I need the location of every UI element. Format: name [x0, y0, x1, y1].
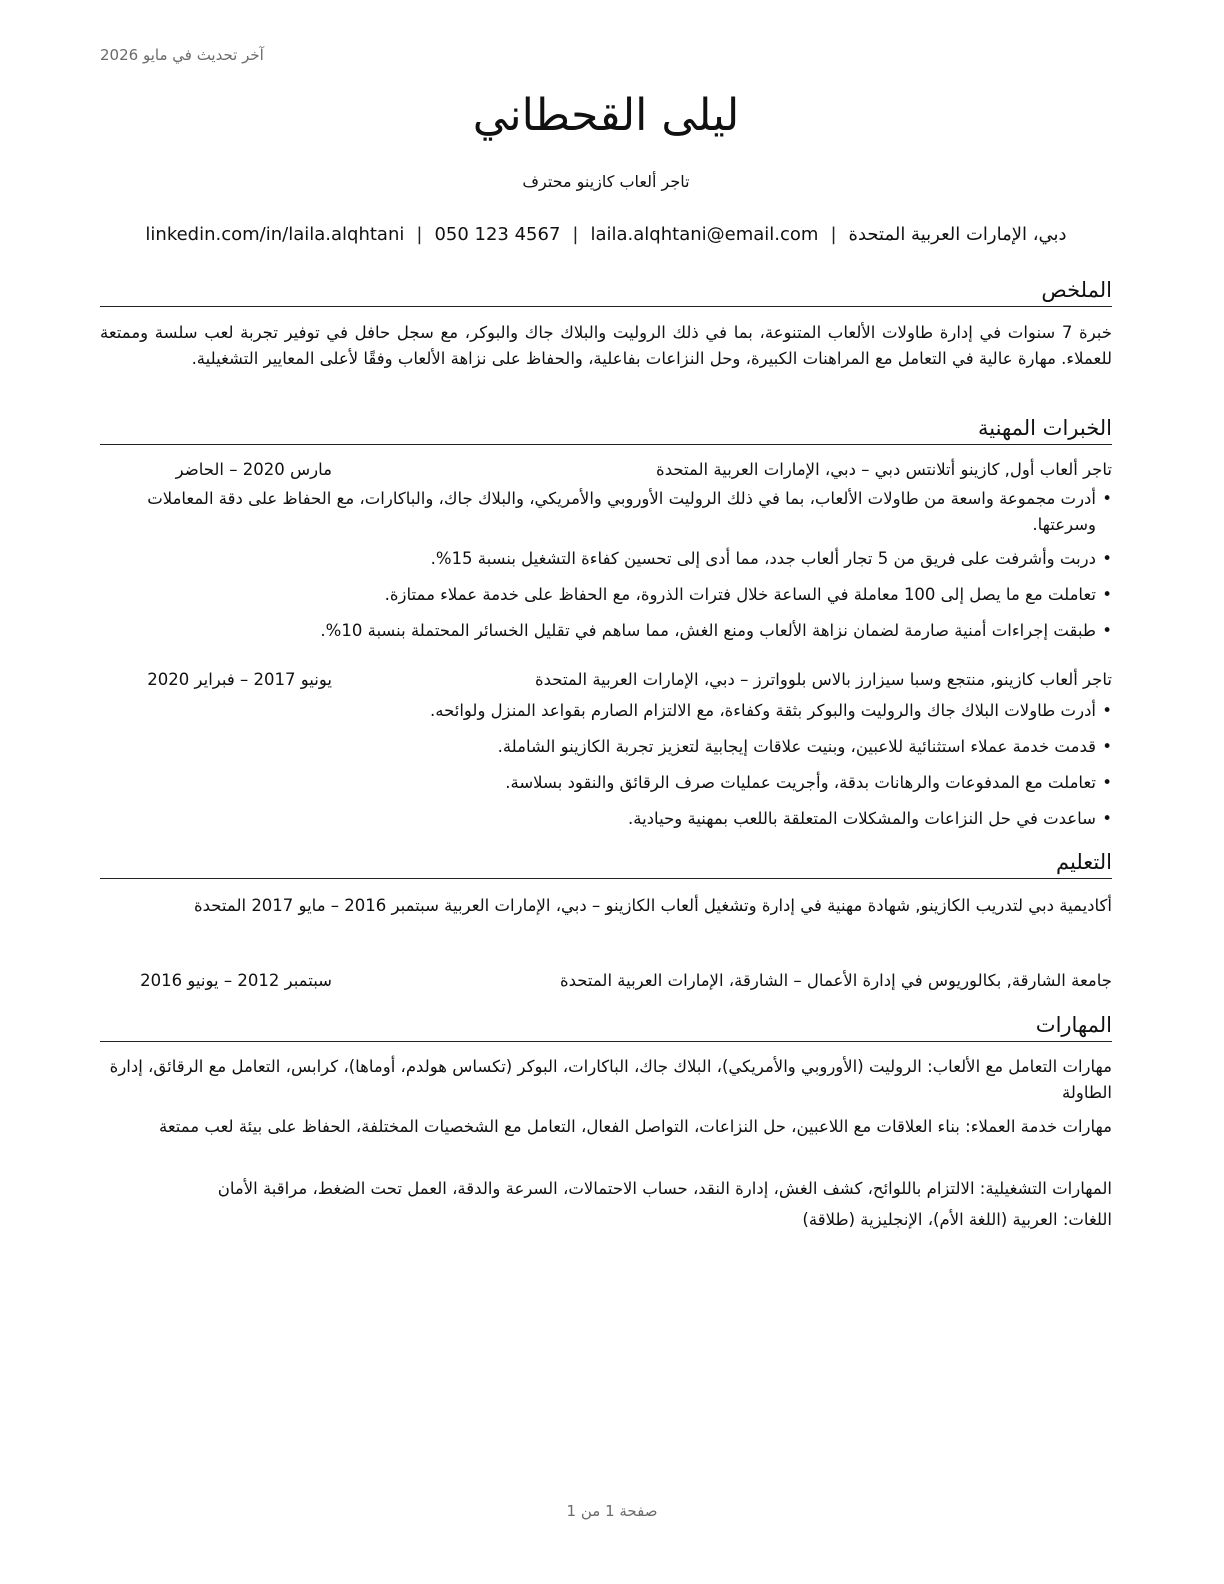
education-item [100, 968, 1112, 994]
education-title: جامعة الشارقة, بكالوريوس في إدارة الأعمال – الشارقة، الإمارات العربية المتحدة [559, 971, 1112, 990]
job-bullet: • تعاملت مع المدفوعات والرهانات بدقة، وأجريت عمليات صرف الرقائق والنقود بسلاسة. [100, 770, 1112, 796]
candidate-name: ليلى القحطاني [472, 90, 740, 141]
job-bullet: • ساعدت في حل النزاعات والمشكلات المتعلقة باللعب بمهنية وحيادية. [100, 806, 1112, 832]
job-bullet: • دربت وأشرفت على فريق من 5 تجار ألعاب جدد، مما أدى إلى تحسين كفاءة التشغيل بنسبة 15%. [100, 546, 1112, 572]
job-header [100, 457, 1112, 483]
education-item: أكاديمية دبي لتدريب الكازينو, شهادة مهنية في إدارة وتشغيل ألعاب الكازينو – دبي، الإمارات العربية سبتمبر 2016 – مايو 2017 المتحدة [193, 896, 1112, 915]
experience-heading: الخبرات المهنية [100, 414, 1112, 445]
contact-linkedin[interactable]: linkedin.com/in/laila.alqhtani [145, 224, 405, 245]
contact-line [100, 224, 1112, 245]
contact-email[interactable]: laila.alqhtani@email.com [590, 224, 819, 245]
summary-text: خبرة 7 سنوات في إدارة طاولات الألعاب المتنوعة، بما في ذلك الروليت والبلاك جاك والبوكر، مع سجل حافل في توفير تجربة لعب سلسة وممتعة للعملاء. مهارة عالية في التعامل مع المراهنات الكبيرة، وحل النزاعات بفاعلية، والحفاظ على نزاهة الألعاب وفقًا لأعلى المعايير التشغيلية. [100, 323, 1112, 368]
skill-item: مهارات التعامل مع الألعاب: الروليت (الأوروبي والأمريكي)، البلاك جاك، الباكارات، البوكر (تكساس هولدم، أوماها)، كرابس، التعامل مع الرقائق، إدارة الطاولة [109, 1057, 1112, 1102]
skills-heading: المهارات [100, 1011, 1112, 1042]
contact-separator: | [830, 224, 837, 245]
page-number: صفحة 1 من 1 [566, 1502, 658, 1520]
job-header [100, 667, 1112, 693]
contact-location: دبي، الإمارات العربية المتحدة [848, 224, 1067, 245]
last-updated: آخر تحديث في مايو 2026 [100, 46, 264, 64]
job-bullet: • أدرت مجموعة واسعة من طاولات الألعاب، بما في ذلك الروليت الأوروبي والأمريكي، والبلاك جاك، والباكارات، مع الحفاظ على دقة المعاملات وسرعتها. [100, 486, 1112, 538]
job-bullet: • طبقت إجراءات أمنية صارمة لضمان نزاهة الألعاب ومنع الغش، مما ساهم في تقليل الخسائر المحتملة بنسبة 10%. [100, 618, 1112, 644]
job-bullets [100, 698, 1112, 832]
job-dates: مارس 2020 – الحاضر [175, 460, 332, 479]
job-bullet: • أدرت طاولات البلاك جاك والروليت والبوكر بثقة وكفاءة، مع الالتزام الصارم بقواعد المنزل ولوائحه. [100, 698, 1112, 724]
skill-item: اللغات: العربية (اللغة الأم)، الإنجليزية (طلاقة) [802, 1210, 1112, 1229]
job-bullet: • قدمت خدمة عملاء استثنائية للاعبين، وبنيت علاقات إيجابية لتعزيز تجربة الكازينو الشاملة. [100, 734, 1112, 760]
candidate-title: تاجر ألعاب كازينو محترف [522, 172, 690, 191]
summary-heading: الملخص [100, 276, 1112, 307]
job-title: تاجر ألعاب كازينو, منتجع وسبا سيزارز بالاس بلوواترز – دبي، الإمارات العربية المتحدة [534, 670, 1112, 689]
education-dates: سبتمبر 2012 – يونيو 2016 [140, 971, 332, 990]
skill-item: المهارات التشغيلية: الالتزام باللوائح، كشف الغش، إدارة النقد، حساب الاحتمالات، السرعة والدقة، العمل تحت الضغط، مراقبة الأمان [217, 1179, 1112, 1198]
job-bullet: • تعاملت مع ما يصل إلى 100 معاملة في الساعة خلال فترات الذروة، مع الحفاظ على خدمة عملاء ممتازة. [100, 582, 1112, 608]
job-dates: يونيو 2017 – فبراير 2020 [147, 670, 332, 689]
contact-phone[interactable]: 050 123 4567 [434, 224, 561, 245]
skill-item: مهارات خدمة العملاء: بناء العلاقات مع اللاعبين، حل النزاعات، التواصل الفعال، التعامل مع الشخصيات المختلفة، الحفاظ على بيئة لعب ممتعة [158, 1117, 1112, 1136]
job-title: تاجر ألعاب أول, كازينو أتلانتس دبي – دبي، الإمارات العربية المتحدة [656, 460, 1112, 479]
contact-separator: | [416, 224, 423, 245]
job-bullets [100, 486, 1112, 644]
education-heading: التعليم [100, 848, 1112, 879]
contact-separator: | [572, 224, 579, 245]
